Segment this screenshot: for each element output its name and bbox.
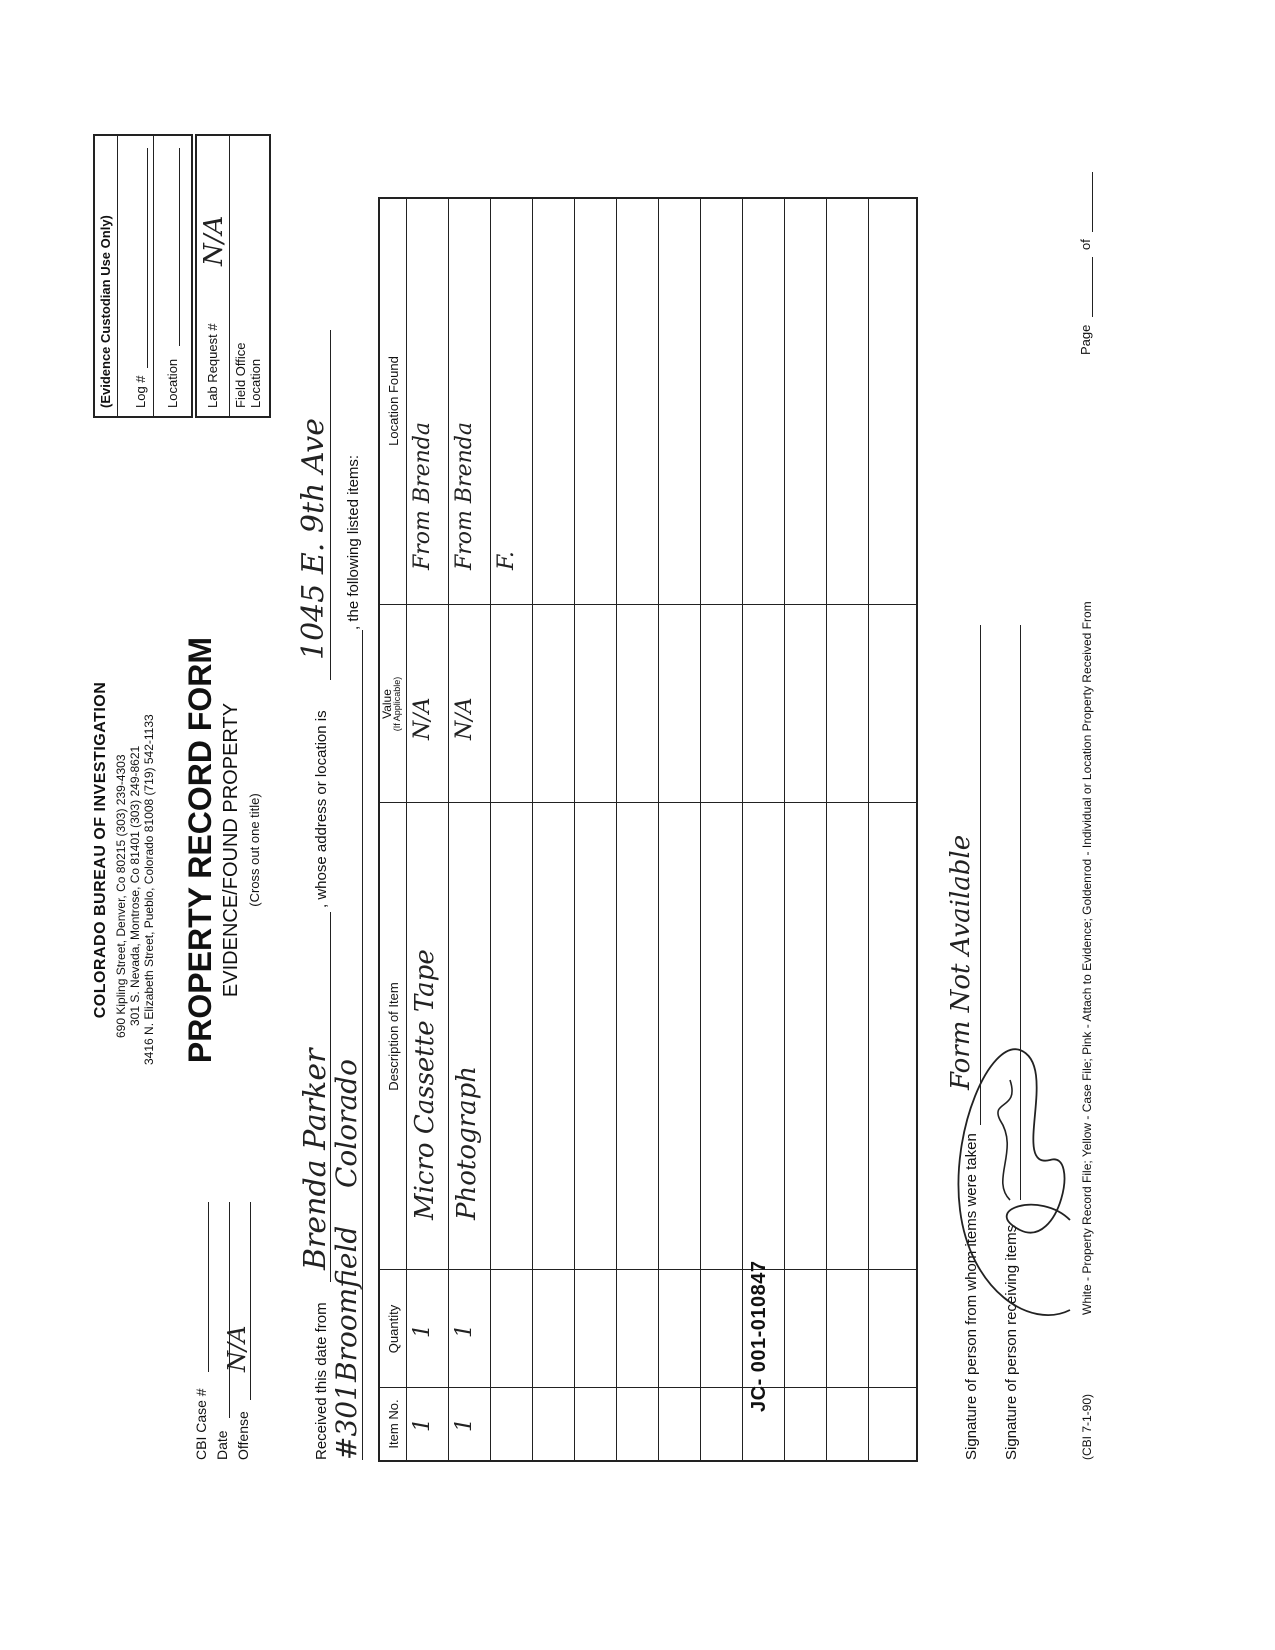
page-total-field[interactable] bbox=[1092, 172, 1093, 232]
row2-item-no: 1 bbox=[452, 1418, 477, 1432]
column-divider bbox=[380, 1387, 916, 1388]
items-table bbox=[378, 197, 918, 1462]
cross-out-note: (Cross out one title) bbox=[247, 793, 262, 907]
header-item-no: Item No. bbox=[386, 1399, 401, 1449]
signature-receiving-label: Signature of person receiving items bbox=[1003, 1224, 1020, 1460]
offense-label: Offense bbox=[235, 1411, 251, 1460]
log-field[interactable] bbox=[147, 148, 148, 368]
date-label: Date bbox=[214, 1430, 230, 1460]
unit-value: #301 bbox=[330, 1383, 363, 1460]
row3-location: F. bbox=[494, 551, 519, 570]
row1-location: From Brenda bbox=[410, 422, 435, 570]
form-code: (CBI 7-1-90) bbox=[1080, 1393, 1094, 1460]
row1-value: N/A bbox=[410, 697, 435, 740]
evidence-box-header: (Evidence Custodian Use Only) bbox=[98, 215, 113, 408]
row1-description: Micro Cassette Tape bbox=[410, 949, 440, 1220]
column-divider bbox=[380, 802, 916, 803]
agency-name: COLORADO BUREAU OF INVESTIGATION bbox=[92, 681, 109, 1019]
distribution-note: White - Property Record File; Yellow - Case File; Pink - Attach to Evidence; Goldenrod - Individual or Location Property Received From bbox=[1080, 601, 1094, 1315]
receiving-signature-scribble bbox=[950, 1030, 1090, 1350]
row2-description: Photograph bbox=[452, 1066, 482, 1220]
header-location: Location Found bbox=[386, 356, 401, 446]
row2-location: From Brenda bbox=[452, 422, 477, 570]
cbi-case-field[interactable] bbox=[208, 1202, 209, 1372]
address-label: , whose address or location is bbox=[313, 710, 330, 908]
form-title: PROPERTY RECORD FORM bbox=[182, 636, 218, 1064]
address-value: 1045 E. 9th Ave bbox=[296, 417, 331, 660]
cbi-case-label: CBI Case # bbox=[193, 1388, 209, 1460]
location-label: Location bbox=[165, 358, 180, 408]
signature-taken-from-value: Form Not Available bbox=[946, 834, 976, 1090]
row1-quantity: 1 bbox=[410, 1324, 435, 1338]
field-office-location-label: Location bbox=[248, 358, 263, 408]
city-value: Broomfield bbox=[330, 1225, 363, 1382]
column-divider bbox=[380, 604, 916, 605]
received-label: Received this date from bbox=[313, 1302, 330, 1460]
evidence-custodian-box bbox=[93, 134, 193, 418]
header-value: Value bbox=[380, 689, 394, 719]
location-field[interactable] bbox=[179, 148, 180, 346]
form-subtitle: EVIDENCE/FOUND PROPERTY bbox=[220, 702, 242, 998]
address-line: 3416 N. Elizabeth Street, Pueblo, Colorado 81008 (719) 542-1133 bbox=[142, 714, 156, 1065]
address-line: 690 Kipling Street, Denver, Co 80215 (303) 239-4303 bbox=[114, 754, 128, 1038]
header-description: Description of Item bbox=[386, 982, 401, 1091]
row2-quantity: 1 bbox=[452, 1324, 477, 1338]
row2-value: N/A bbox=[452, 697, 477, 740]
header-quantity: Quantity bbox=[386, 1304, 401, 1354]
lab-request-value: N/A bbox=[199, 215, 229, 266]
lab-request-label: Lab Request # bbox=[205, 323, 220, 408]
log-label: Log # bbox=[133, 375, 148, 408]
signature-taken-from-label: Signature of person from whom items were taken bbox=[963, 1133, 980, 1460]
state-value: Colorado bbox=[330, 1059, 363, 1188]
lab-request-box bbox=[195, 134, 271, 418]
page-label: Page bbox=[1078, 324, 1093, 355]
field-office-label: Field Office bbox=[233, 342, 248, 408]
row1-item-no: 1 bbox=[410, 1418, 435, 1432]
header-value-note: (If Applicable) bbox=[392, 676, 402, 732]
received-from-value: Brenda Parker bbox=[298, 1048, 333, 1270]
offense-value: N/A bbox=[223, 1325, 251, 1372]
batch-number-stamp: JC- 001-010847 bbox=[748, 1260, 770, 1412]
date-field[interactable] bbox=[229, 1202, 230, 1418]
column-divider bbox=[380, 1269, 916, 1270]
of-label: of bbox=[1078, 239, 1093, 250]
address-line: 301 S. Nevada, Montrose, Co 81401 (303) 249-8621 bbox=[128, 745, 142, 1026]
page-number-field[interactable] bbox=[1092, 257, 1093, 317]
items-label: , the following listed items: bbox=[345, 454, 362, 630]
